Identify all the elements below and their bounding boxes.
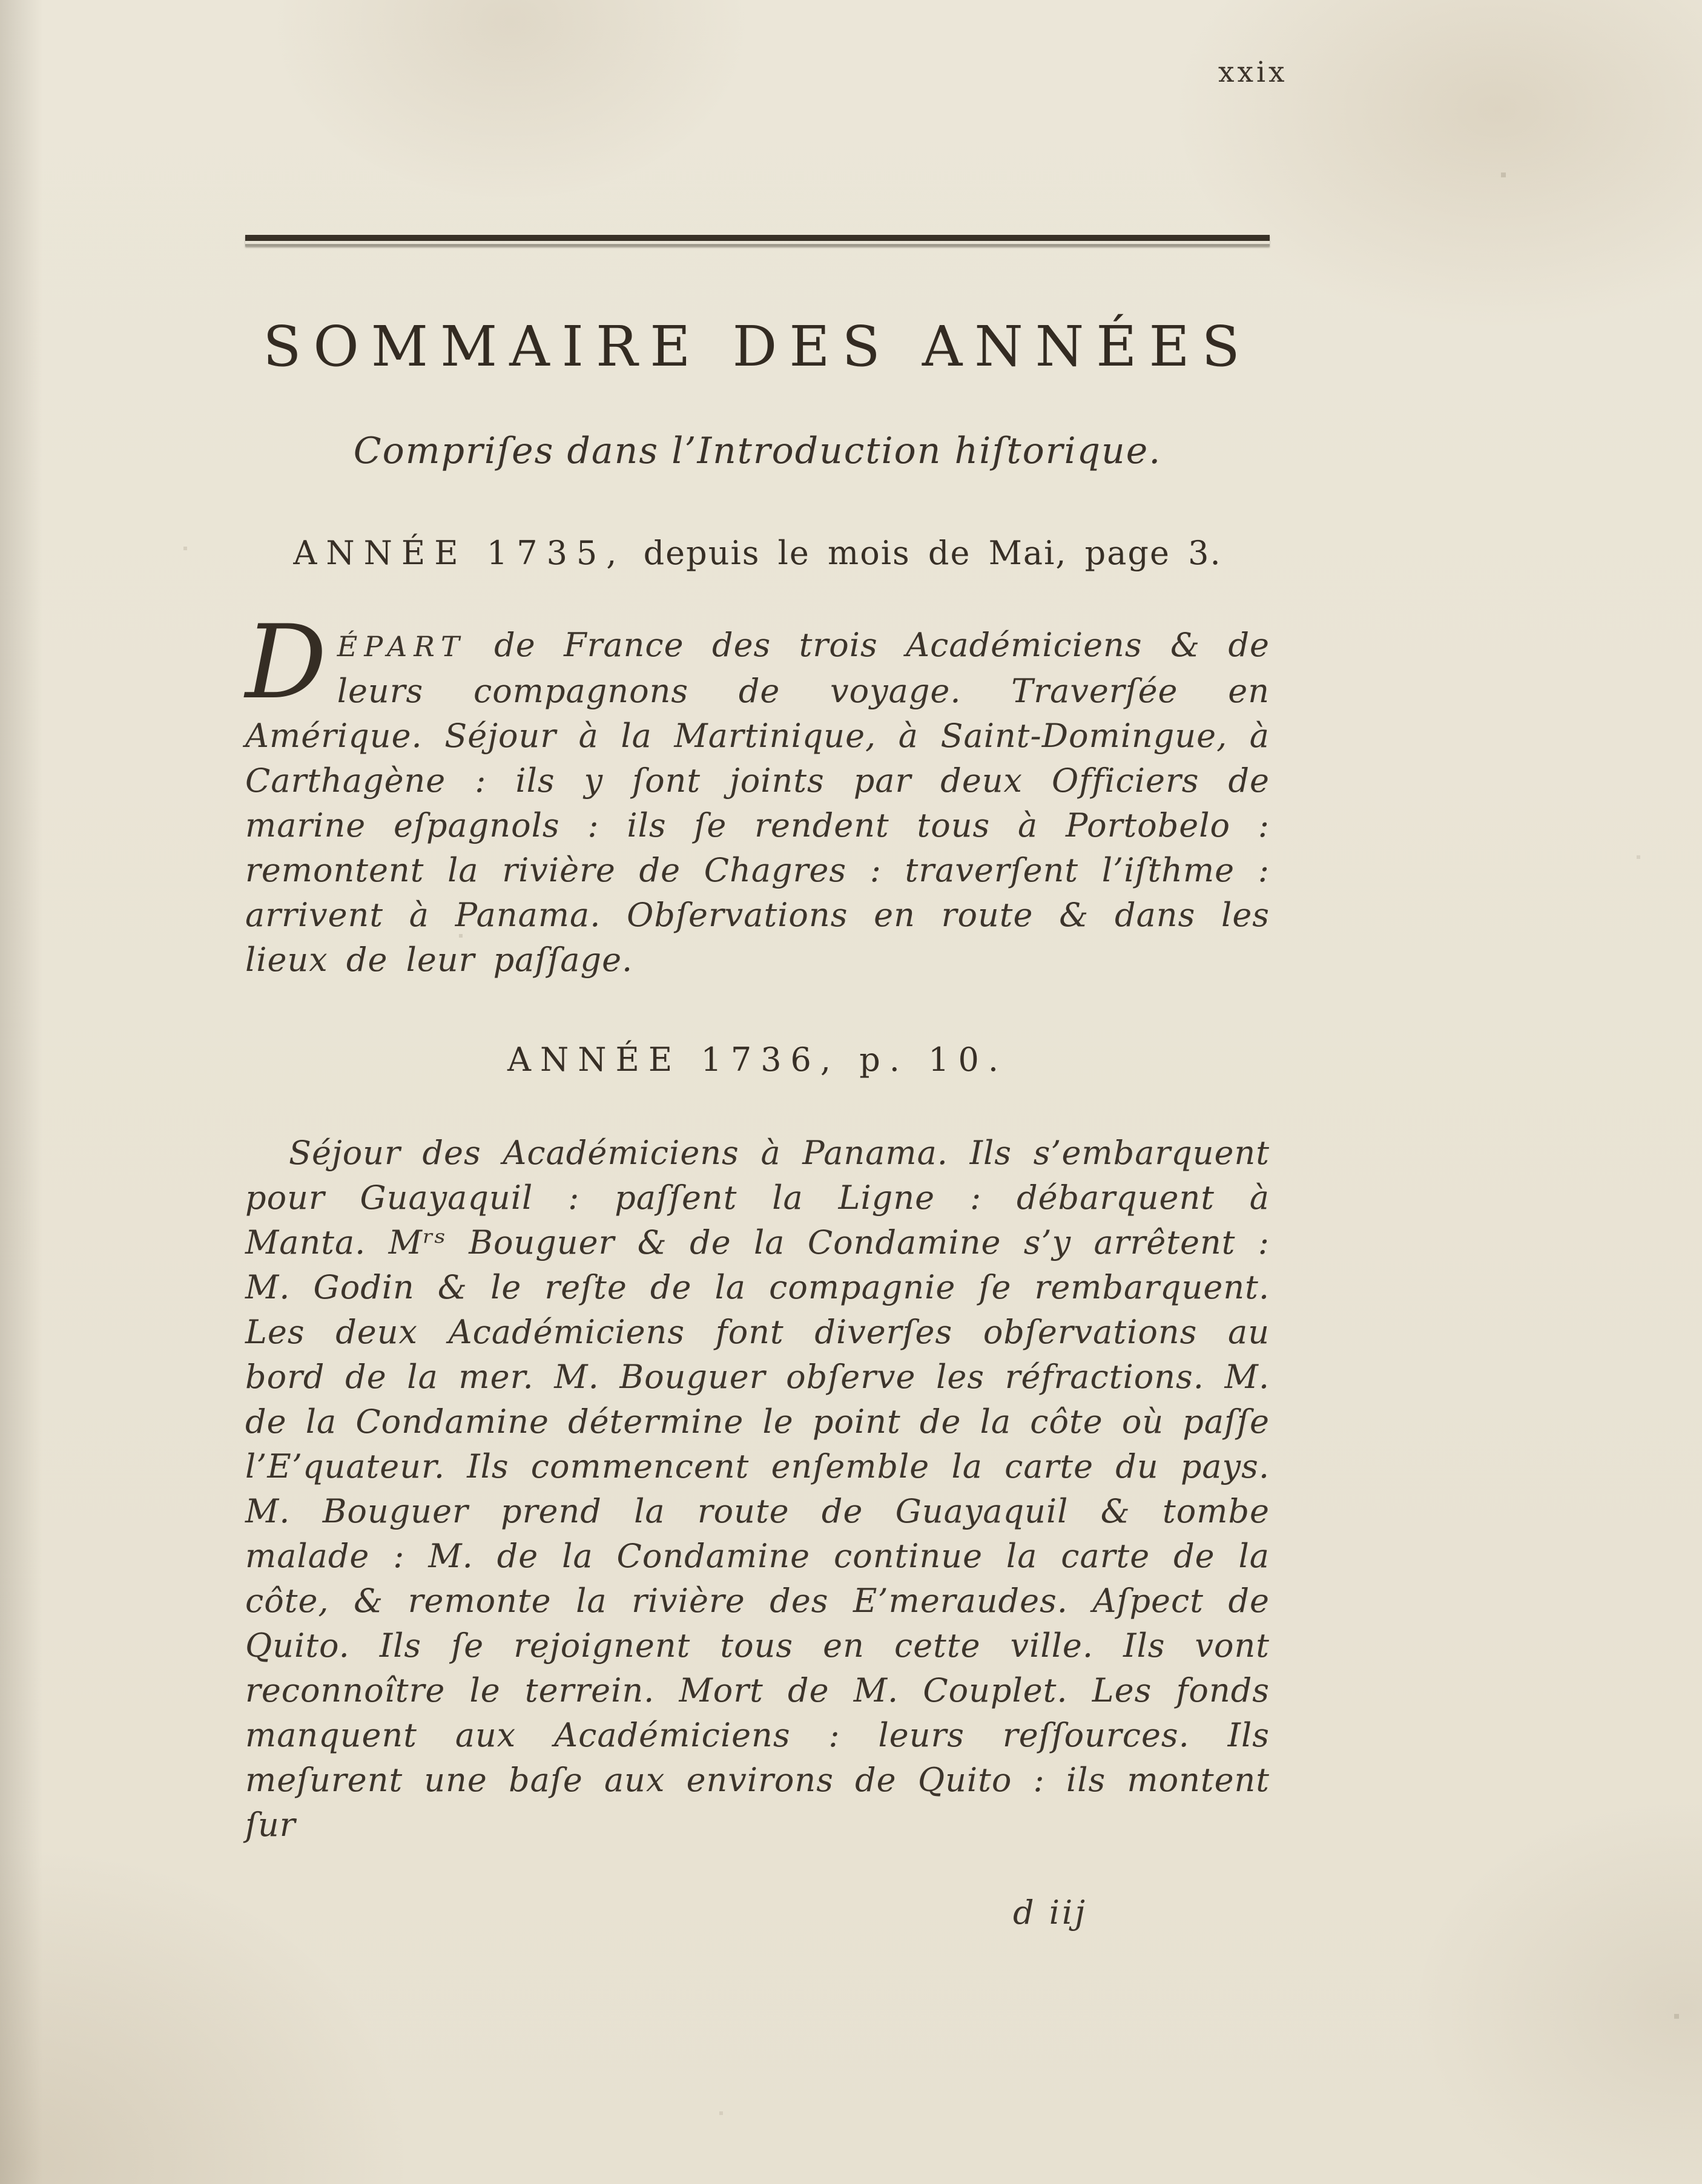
year-heading-1735 (245, 534, 1270, 572)
page-subtitle: Compriſes dans l’Introduction hiſtorique. (353, 430, 1162, 472)
year-heading-1735-rest: depuis le mois de Mai, page 3. (625, 534, 1222, 572)
lead-caps: ÉPART (337, 630, 466, 663)
drop-cap: D (245, 603, 328, 722)
text-block (245, 235, 1270, 1932)
year-heading-1736: ANNÉE 1736, p. 10. (507, 1041, 1008, 1079)
paragraph-1736: Séjour des Académiciens à Panama. Ils s’embarquent pour Guayaquil : paſſent la Ligne : débarquent à Manta. Mʳˢ Bouguer & de la Condamine s’y arrêtent : M. Godin & le reſte de la compagnie ſe rembarquent. Les deux Académiciens font diverſes obſervations au bord de la mer. M. Bouguer obſerve les réfractions. M. de la Condamine détermine le point de la côte où paſſe l’E’quateur. Ils commencent enſemble la carte du pays. M. Bouguer prend la route de Guayaquil & tombe malade : M. de la Condamine continue la carte de la côte, & remonte la rivière des E’meraudes. Aſpect de Quito. Ils ſe rejoignent tous en cette ville. Ils vont reconnoître le terrein. Mort de M. Couplet. Les fonds manquent aux Académiciens : leurs reſſources. Ils meſurent une baſe aux environs de Quito : ils montent ſur (245, 1134, 1270, 1844)
header-rule (245, 235, 1270, 246)
paragraph-1735-text: de France des trois Académiciens & de leurs compagnons de voyage. Traverſée en Amérique. Séjour à la Martinique, à Saint-Domingue, à Carthagène : ils y ſont joints par deux Officiers de marine eſpagnols : ils ſe rendent tous à Portobelo : remontent la rivière de Chagres : traverſent l’iſthme : arrivent à Panama. Obſervations en route & dans les lieux de leur paſſage. (245, 626, 1270, 979)
paper-specks (0, 0, 1, 1)
page-title: SOMMAIRE DES ANNÉES (263, 314, 1252, 379)
year-heading-1735-label: ANNÉE 1735, (293, 534, 626, 572)
paragraph-1735 (245, 603, 1270, 982)
page-number: xxix (1218, 56, 1288, 89)
signature-mark: d iij (1013, 1893, 1088, 1932)
